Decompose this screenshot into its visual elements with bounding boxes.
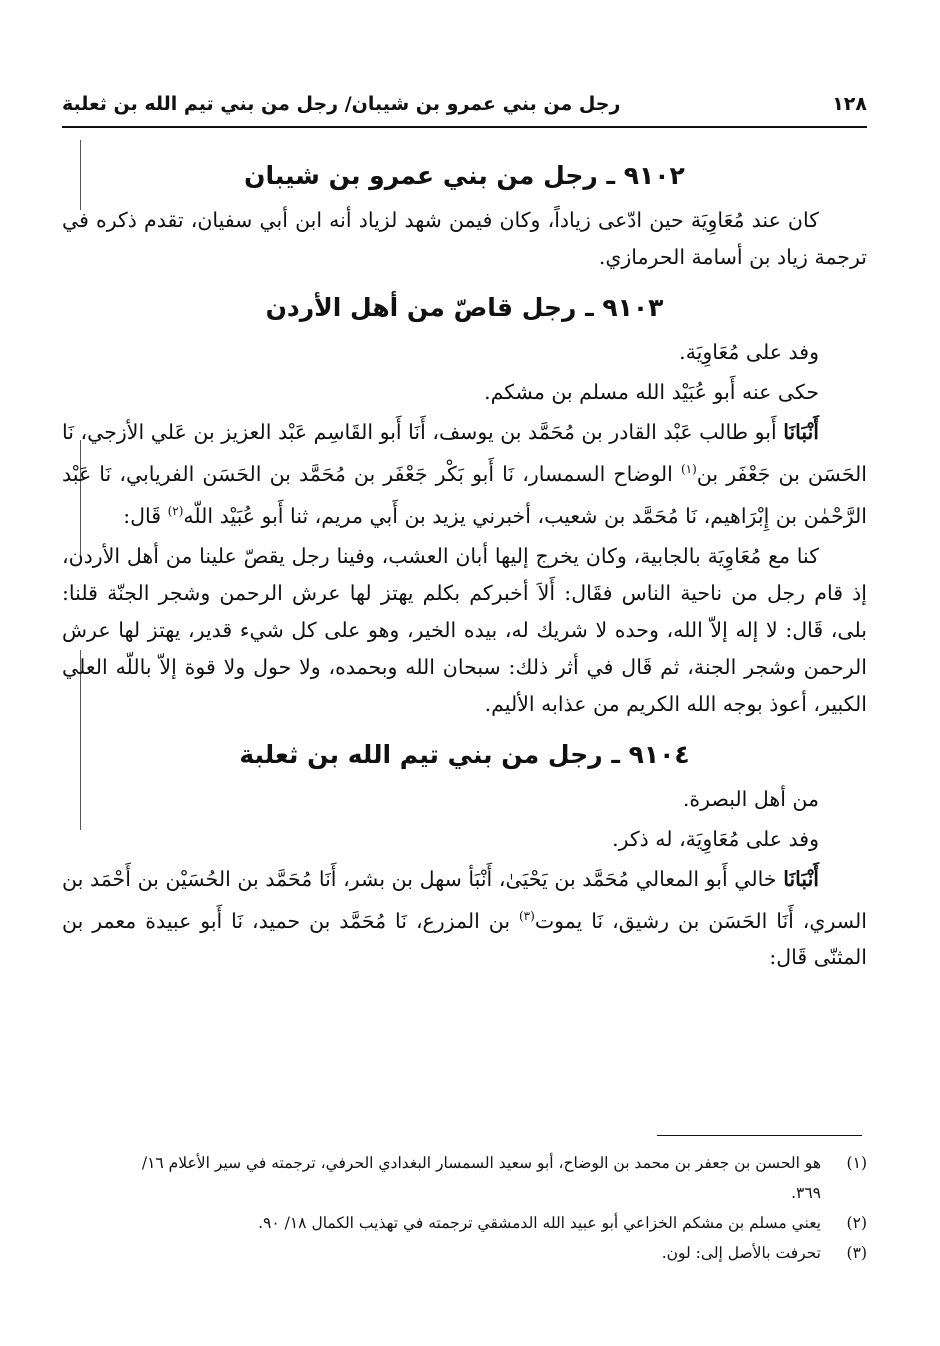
- footnote-3: [62, 1238, 867, 1268]
- main-text: [62, 150, 867, 979]
- entry-9103-line2: حكى عنه أَبو عُبَيْد الله مسلم بن مشكم.: [484, 380, 819, 404]
- entry-heading-9104: ٩١٠٤ ـ رجل من بني تيم الله بن ثعلبة: [239, 739, 690, 769]
- footnote-text: هو الحسن بن جعفر بن محمد بن الوضاح، أبو سعيد السمسار البغدادي الحرفي، ترجمته في سير الأعلام ١٦/: [141, 1154, 821, 1172]
- isnad-part-c: قَال:: [123, 503, 168, 528]
- entry-heading-9102: ٩١٠٢ ـ رجل من بني عمرو بن شيبان: [244, 161, 685, 190]
- page-number: ١٢٨: [832, 93, 867, 115]
- isnad-part-b: بن المزرع، نَا مُحَمَّد بن حميد، نَا أَبو عبيدة معمر بن المثنّى قَال:: [62, 908, 867, 970]
- isnad-keyword: أَنْبَانَا: [783, 420, 819, 444]
- footnote-1: [62, 1148, 867, 1178]
- footnote-text: يعني مسلم بن مشكم الخزاعي أبو عبيد الله الدمشقي ترجمته في تهذيب الكمال ١٨/ ٩٠.: [258, 1214, 821, 1232]
- footnote-ref-1[interactable]: (١): [680, 462, 697, 476]
- footnote-text: تحرفت بالأصل إلى: لون.: [661, 1244, 821, 1262]
- entry-9103-isnad: [62, 414, 867, 535]
- footnote-number: (٣): [846, 1244, 867, 1262]
- entry-heading-9103: ٩١٠٣ ـ رجل قاصّ من أهل الأردن: [265, 293, 664, 322]
- isnad-part-a: أَبو طالب عَبْد القادر بن مُحَمَّد بن يوسف، أَنَا أَبو القَاسِم عَبْد العزيز بن عَلي الأزجي، نَا الحَسَن بن جَعْفَر بن: [62, 420, 867, 486]
- entry-9102-text: كان عند مُعَاوِيَة حين ادّعى زياداً، وكان فيمن شهد لزياد أنه ابن أبي سفيان، تقدم ذكره في ترجمة زياد بن أسامة الحرمازي.: [62, 208, 867, 269]
- footnote-ref-2[interactable]: (٢): [167, 503, 184, 518]
- footnote-ref-3[interactable]: (٣): [518, 908, 535, 923]
- footnote-number: (٢): [846, 1214, 867, 1232]
- running-title: رجل من بني عمرو بن شيبان/ رجل من بني تيم الله بن ثعلبة: [62, 93, 621, 115]
- entry-9104-isnad: [62, 861, 867, 977]
- footnote-separator: [657, 1135, 862, 1136]
- footnote-number: (١): [846, 1154, 867, 1172]
- footnote-1-continued: ٣٦٩.: [791, 1184, 821, 1202]
- isnad-part-a: خالي أَبو المعالي مُحَمَّد بن يَحْيَىٰ، أَنْبَأ سهل بن بشر، أَنَا مُحَمَّد بن الحُسَيْن بن أَحْمَد بن السري، أَنَا الحَسَن بن رشيق، نَا يموت: [62, 866, 867, 933]
- isnad-keyword: أَنْبَانَا: [783, 866, 819, 891]
- page-header: [62, 82, 867, 128]
- entry-9104-line1: من أهل البصرة.: [682, 786, 819, 811]
- entry-9104-line2: وفد على مُعَاوِيَة، له ذكر.: [612, 826, 819, 851]
- footnotes: [62, 1148, 867, 1268]
- entry-9103-line1: وفد على مُعَاوِيَة.: [679, 340, 819, 364]
- isnad-part-b: الوضاح السمسار، نَا أَبو بَكْر جَعْفَر بن مُحَمَّد بن الحَسَن الفريابي، نَا عَبْد الرَّحْمٰن بن إِبْرَاهيم، نَا مُحَمَّد بن شعيب، أخبرني يزيد بن أَبي مريم، ثنا أَبو عُبَيْد اللّه: [62, 461, 867, 528]
- footnote-2: [62, 1208, 867, 1238]
- entry-9103-text: كنا مع مُعَاوِيَة بالجابية، وكان يخرج إليها أبان العشب، وفينا رجل يقصّ علينا من أهل الأردن، إذ قام رجل من ناحية الناس فقَال: أَلاَ أخبركم بكلم يهتز لها عرش الرحمن وشجر الجنّة قلنا: بلى، قَال: لا إله إلاّ الله، وحده لا شريك له، بيده الخير، وهو على كل شيء قدير، يهتز لها عرش الرحمن وشجر الجنة، ثم قَال في أثر ذلك: سبحان الله وبحمده، ولا حول ولا قوة إلاّ باللّه العلي الكبير، أعوذ بوجه الله الكريم من عذابه الأليم.: [62, 543, 867, 716]
